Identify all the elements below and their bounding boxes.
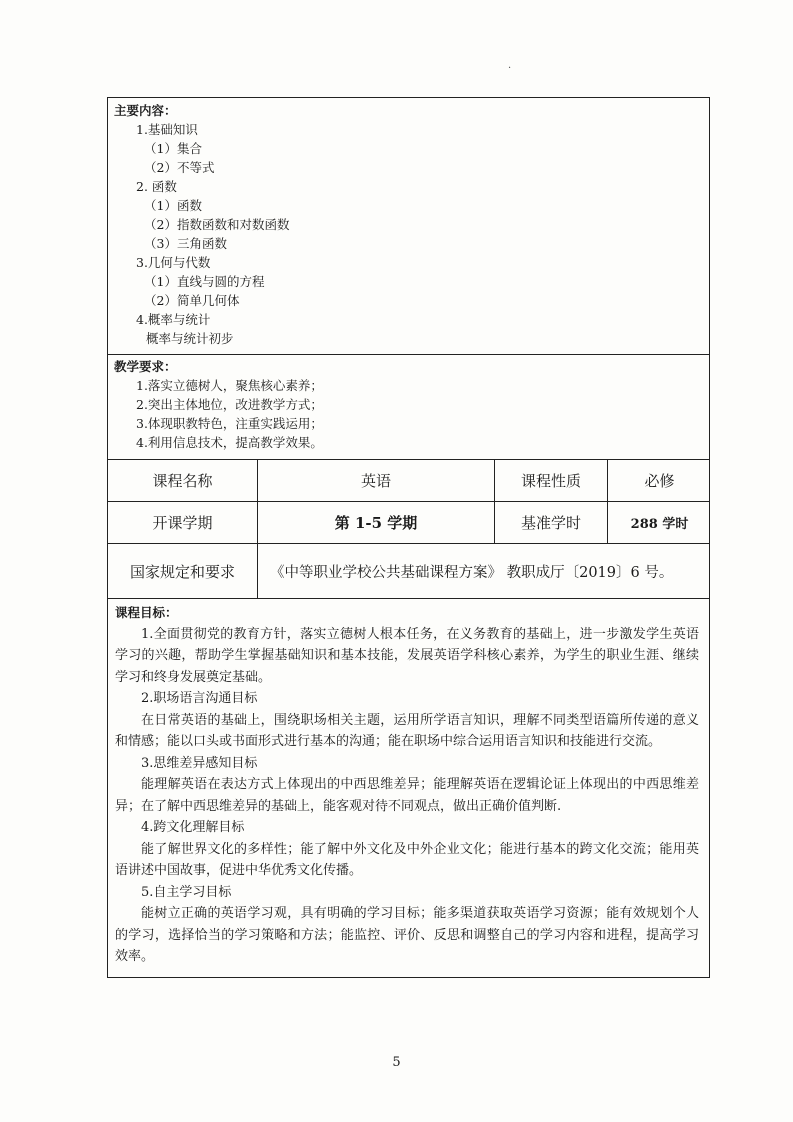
content-line: 1.基础知识 [136, 122, 198, 137]
semester-row [108, 502, 709, 544]
hours-value: 288 学时 [630, 517, 689, 532]
goal-title: 4.跨文化理解目标 [141, 820, 245, 835]
goal-title: 2.职场语言沟通目标 [141, 691, 258, 706]
goal-title: 5.自主学习目标 [141, 884, 232, 900]
course-name-label: 课程名称 [108, 460, 258, 501]
content-line: （1）直线与圆的方程 [144, 274, 265, 289]
requirement-line: 2.突出主体地位，改进教学方式； [136, 397, 323, 412]
page-number: 5 [392, 1055, 401, 1070]
content-line: 4.概率与统计 [136, 312, 211, 327]
goal-paragraph: 能理解英语在表达方式上体现出的中西思维差异；能理解英语在逻辑论证上体现出的中西思维差异；在了解中西思维差异的基础上，能客观对待不同观点，做出正确价值判断. [115, 777, 699, 814]
content-line: （2）简单几何体 [144, 293, 240, 308]
goal-paragraph: 在日常英语的基础上，围绕职场相关主题，运用所学语言知识，理解不同类型语篇所传递的意义和情感；能以口头或书面形式进行基本的沟通；能在职场中综合运用语言知识和技能进行交流。 [115, 712, 699, 749]
requirement-line: 1.落实立德树人，聚焦核心素养； [136, 378, 323, 393]
goal-paragraph: 能树立正确的英语学习观，具有明确的学习目标；能多渠道获取英语学习资源；能有效规划个人的学习，选择恰当的学习策略和方法；能监控、评价、反思和调整自己的学习内容和进程，提高学习效率。 [115, 906, 699, 964]
course-name-value: 英语 [258, 460, 495, 501]
goal-title: 3.思维差异感知目标 [141, 755, 258, 771]
content-line: （1）集合 [144, 141, 202, 156]
goal-paragraph: 1.全面贯彻党的教育方针，落实立德树人根本任务，在义务教育的基础上，进一步激发学生英语学习的兴趣，帮助学生掌握基础知识和基本技能，发展英语学科核心素养，为学生的职业生涯、继续学习和终身发展奠定基础。 [115, 626, 699, 685]
main-content-heading: 主要内容： [114, 103, 177, 118]
content-line: （2）不等式 [144, 160, 215, 175]
course-name-row [108, 460, 709, 502]
main-content-section [108, 98, 709, 355]
regulation-label: 国家规定和要求 [108, 544, 258, 598]
semester-label: 开课学期 [108, 502, 258, 543]
content-line: 3.几何与代数 [136, 255, 211, 270]
requirements-heading: 教学要求： [114, 359, 177, 374]
scan-speck: · [508, 63, 512, 74]
hours-label: 基准学时 [495, 502, 608, 543]
course-table-frame [107, 97, 710, 978]
content-line: （3）三角函数 [144, 236, 227, 251]
content-line: 2. 函数 [136, 179, 177, 194]
goal-paragraph: 能了解世界文化的多样性；能了解中外文化及中外企业文化；能进行基本的跨文化交流；能用英语讲述中国故事，促进中华优秀文化传播。 [115, 841, 699, 878]
requirement-line: 4.利用信息技术，提高教学效果。 [136, 435, 323, 450]
teaching-requirements-section [108, 355, 709, 460]
regulation-value: 《中等职业学校公共基础课程方案》 教职成厅〔2019〕6 号。 [270, 564, 674, 581]
course-type-label: 课程性质 [495, 460, 608, 501]
content-line: （2）指数函数和对数函数 [144, 217, 290, 232]
course-type-value: 必修 [644, 472, 675, 490]
requirement-line: 3.体现职教特色，注重实践运用； [136, 416, 323, 431]
content-line: （1）函数 [144, 198, 202, 213]
content-line: 概率与统计初步 [146, 331, 234, 346]
semester-value: 第 1-5 学期 [258, 502, 495, 543]
goals-heading: 课程目标： [115, 605, 178, 620]
regulation-row [108, 544, 709, 599]
course-goals-section [108, 599, 709, 968]
